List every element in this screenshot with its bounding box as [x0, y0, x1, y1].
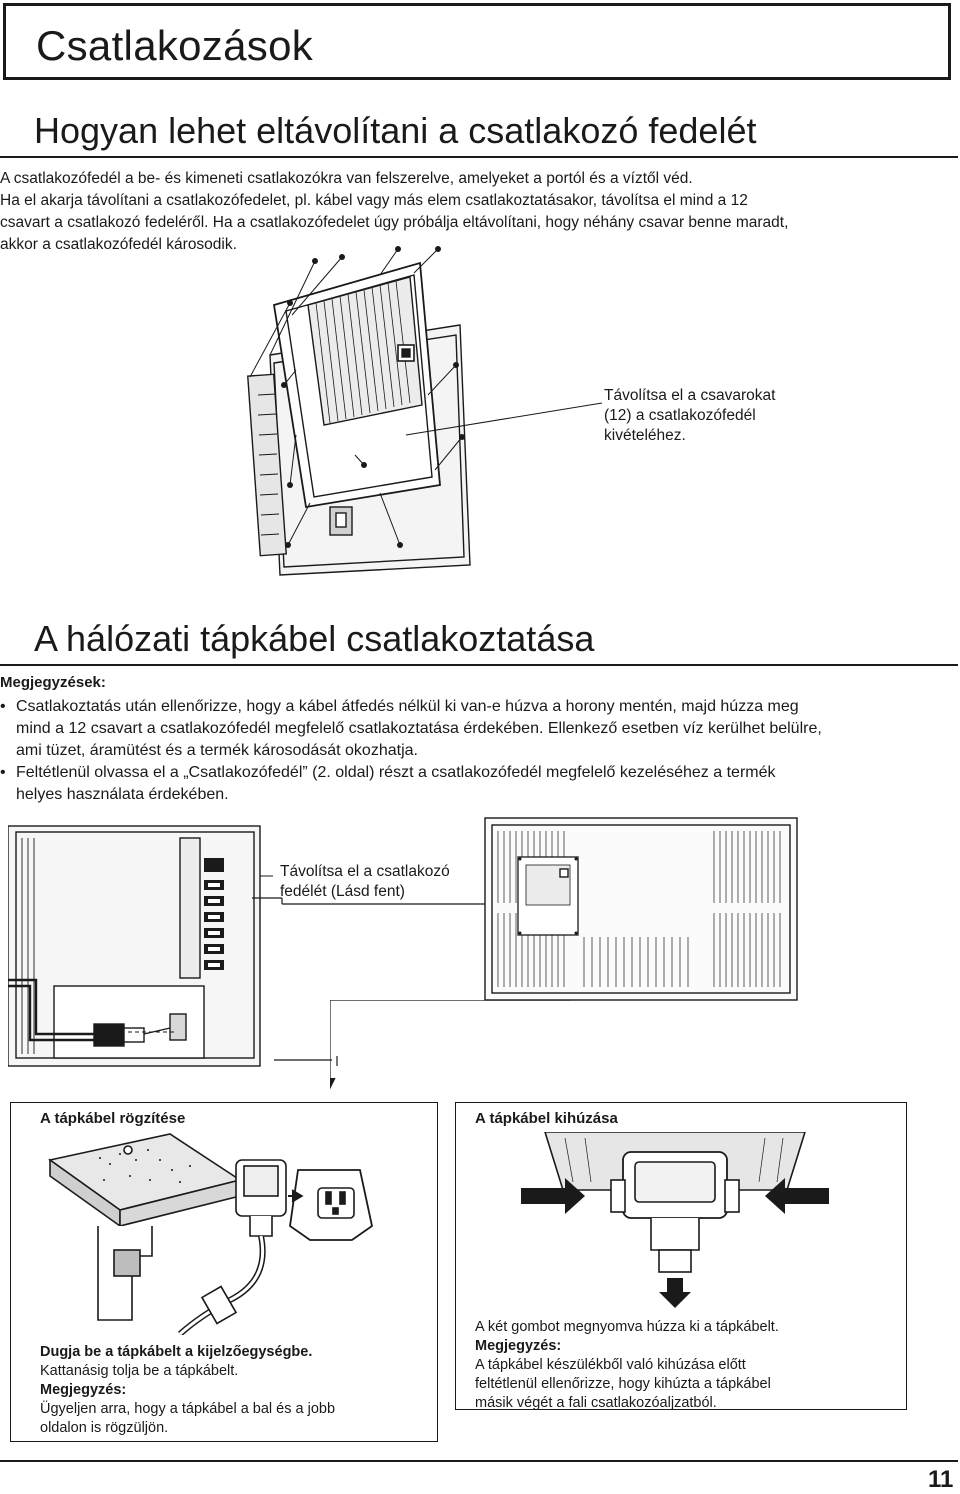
caption-detach-note-line: másik végét a fali csatlakozóaljzatból. — [475, 1395, 717, 1411]
caption-line: Távolítsa el a csatlakozó — [280, 863, 450, 880]
pointer-arrow — [330, 1000, 650, 1100]
note-item — [0, 696, 958, 762]
caption-detach-note-label: Megjegyzés: — [475, 1338, 562, 1354]
caption-attach — [40, 1343, 430, 1438]
caption-line: (12) a csatlakozófedél — [604, 407, 756, 424]
caption-line: Távolítsa el a csavarokat — [604, 387, 776, 404]
note-line: • Csatlakoztatás után ellenőrizze, hogy a kábel átfedés nélkül ki van-e húzva a horony mentén, majd húzza meg — [16, 698, 799, 715]
cable-attach-illustration — [40, 1130, 400, 1335]
panel-title-attach: A tápkábel rögzítése — [40, 1110, 186, 1127]
note-line: mind a 12 csavart a csatlakozófedél megfelelő csatlakoztatása érdekében. Ellenkező esetben víz kerülhet belülre, — [16, 720, 822, 737]
caption-line: kivételéhez. — [604, 427, 686, 444]
intro-line: akkor a csatlakozófedél károsodik. — [0, 236, 237, 253]
note-line: • Feltétlenül olvassa el a „Csatlakozófedél” (2. oldal) részt a csatlakozófedél megfelelő kezeléséhez a termék — [16, 764, 776, 781]
caption-line: fedélét (Lásd fent) — [280, 883, 405, 900]
page-number: 11 — [928, 1466, 954, 1493]
note-line: helyes használata érdekében. — [16, 786, 229, 803]
section-heading-power-cable: A hálózati tápkábel csatlakoztatása — [34, 618, 595, 659]
section-rule — [0, 156, 958, 158]
note-item — [0, 762, 958, 806]
caption-detach-note-line: feltétlenül ellenőrizze, hogy kihúzta a tápkábel — [475, 1376, 771, 1392]
section-rule — [0, 664, 958, 666]
rear-closeup-cable-illustration — [8, 818, 273, 1070]
notes-list — [0, 696, 958, 806]
caption-detach — [475, 1318, 895, 1413]
figure-caption-remove-screws — [604, 386, 775, 446]
intro-line: A csatlakozófedél a be- és kimeneti csatlakozókra van felszerelve, amelyeket a portól és a víztől véd. — [0, 170, 693, 187]
caption-attach-line: Kattanásig tolja be a tápkábelt. — [40, 1363, 239, 1379]
title-box — [3, 3, 951, 80]
caption-detach-line: A két gombot megnyomva húzza ki a tápkábelt. — [475, 1319, 779, 1335]
panel-rear-illustration — [484, 817, 800, 1001]
intro-line: Ha el akarja távolítani a csatlakozófedelet, pl. kábel vagy más elem csatlakoztatásakor, távolítsa el mind a 12 — [0, 192, 748, 209]
footer-rule — [0, 1460, 958, 1462]
intro-line: csavart a csatlakozó fedeléről. Ha a csatlakozófedelet úgy próbálja eltávolítani, hogy néhány csavar benne maradt, — [0, 214, 789, 231]
section-heading-cover-removal: Hogyan lehet eltávolítani a csatlakozó fedelét — [34, 110, 757, 151]
caption-attach-note-line: Ügyeljen arra, hogy a tápkábel a bal és a jobb — [40, 1401, 336, 1417]
caption-attach-bold: Dugja be a tápkábelt a kijelzőegységbe. — [40, 1344, 313, 1360]
caption-detach-note-line: A tápkábel készülékből való kihúzása előtt — [475, 1357, 746, 1373]
cable-detach-illustration — [515, 1132, 835, 1310]
figure-caption-remove-cover — [280, 862, 450, 902]
caption-attach-note-line: oldalon is rögzüljön. — [40, 1420, 169, 1436]
caption-attach-note-label: Megjegyzés: — [40, 1382, 127, 1398]
intro-paragraph — [0, 168, 958, 256]
connector-cover-illustration — [230, 245, 610, 585]
page-title: Csatlakozások — [36, 22, 314, 69]
panel-title-detach: A tápkábel kihúzása — [475, 1110, 618, 1127]
note-line: ami tüzet, áramütést és a termék károsodását okozhatja. — [16, 742, 418, 759]
notes-label: Megjegyzések: — [0, 674, 106, 691]
